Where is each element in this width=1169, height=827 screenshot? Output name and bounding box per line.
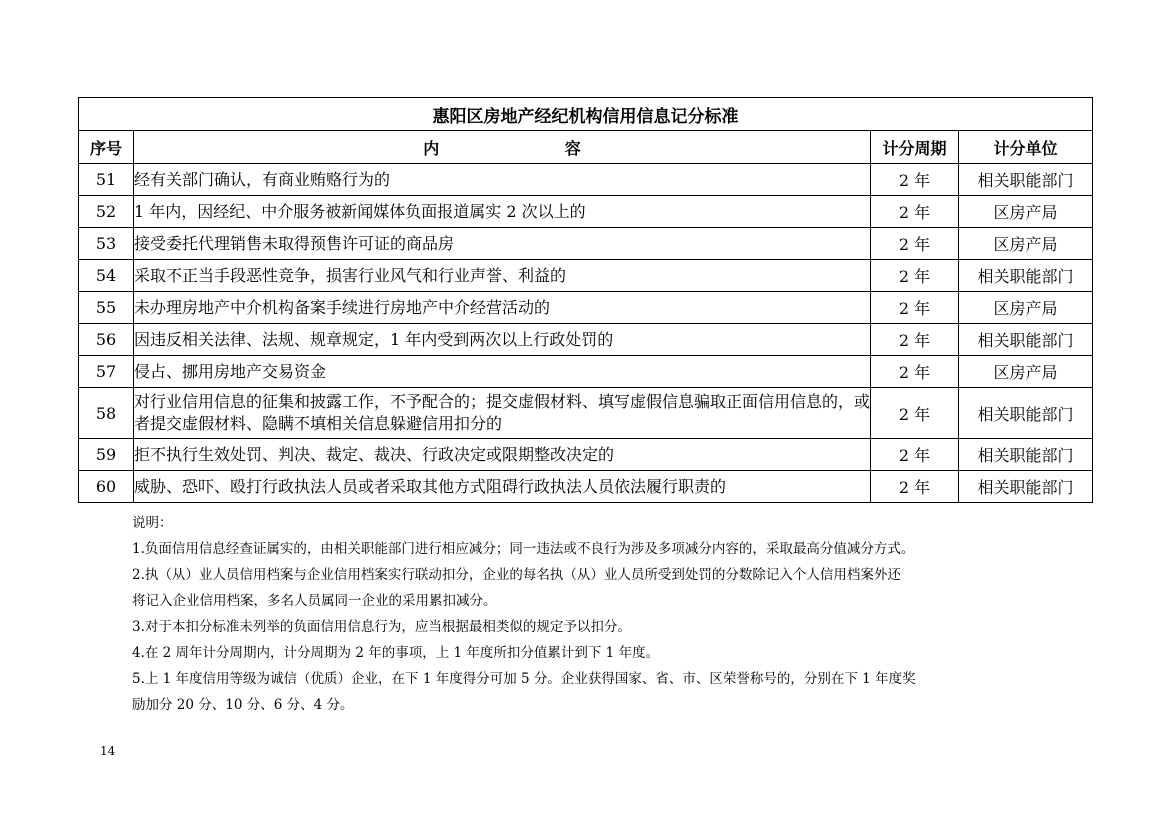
row-number: 51: [79, 164, 134, 196]
note-line: 励加分 20 分、10 分、6 分、4 分。: [132, 697, 354, 713]
note-line: 3.对于本扣分标准未列举的负面信用信息行为，应当根据最相类似的规定予以扣分。: [132, 619, 631, 635]
notes-heading: 说明：: [132, 515, 173, 531]
row-period: 2 年: [871, 260, 959, 292]
row-number: 60: [79, 471, 134, 503]
page-number: 14: [100, 744, 116, 758]
row-content: 因违反相关法律、法规、规章规定，1 年内受到两次以上行政处罚的: [134, 324, 871, 356]
row-unit: 区房产局: [959, 356, 1093, 388]
row-unit: 区房产局: [959, 196, 1093, 228]
note-line: 2.执（从）业人员信用档案与企业信用档案实行联动扣分，企业的每名执（从）业人员所受到处罚的分数除记入个人信用档案外还: [132, 567, 901, 583]
row-period: 2 年: [871, 388, 959, 439]
row-number: 54: [79, 260, 134, 292]
table-row: [79, 260, 1093, 292]
row-number: 59: [79, 439, 134, 471]
table-row: [79, 324, 1093, 356]
row-number: 58: [79, 388, 134, 439]
row-period: 2 年: [871, 439, 959, 471]
row-content: 1 年内，因经纪、中介服务被新闻媒体负面报道属实 2 次以上的: [134, 196, 871, 228]
table-row: [79, 164, 1093, 196]
table-row: [79, 356, 1093, 388]
row-content: 经有关部门确认，有商业贿赂行为的: [134, 164, 871, 196]
row-number: 56: [79, 324, 134, 356]
header-content: 内 容: [134, 131, 871, 164]
row-period: 2 年: [871, 228, 959, 260]
row-content: 对行业信用信息的征集和披露工作，不予配合的；提交虚假材料、填写虚假信息骗取正面信用信息的，或者提交虚假材料、隐瞒不填相关信息躲避信用扣分的: [134, 388, 871, 439]
table-row: [79, 228, 1093, 260]
row-number: 52: [79, 196, 134, 228]
table-row: [79, 196, 1093, 228]
row-number: 57: [79, 356, 134, 388]
credit-score-table: [78, 97, 1093, 503]
row-unit: 相关职能部门: [959, 324, 1093, 356]
row-unit: 相关职能部门: [959, 260, 1093, 292]
row-period: 2 年: [871, 471, 959, 503]
row-unit: 相关职能部门: [959, 164, 1093, 196]
note-line: 5.上 1 年度信用等级为诚信（优质）企业，在下 1 年度得分可加 5 分。企业获得国家、省、市、区荣誉称号的，分别在下 1 年度奖: [132, 671, 916, 687]
note-line: 1.负面信用信息经查证属实的，由相关职能部门进行相应减分；同一违法或不良行为涉及多项减分内容的，采取最高分值减分方式。: [132, 541, 915, 557]
row-period: 2 年: [871, 356, 959, 388]
table-title: 惠阳区房地产经纪机构信用信息记分标准: [79, 98, 1093, 131]
row-content: 未办理房地产中介机构备案手续进行房地产中介经营活动的: [134, 292, 871, 324]
row-unit: 相关职能部门: [959, 471, 1093, 503]
row-period: 2 年: [871, 292, 959, 324]
table-row: [79, 292, 1093, 324]
row-content: 侵占、挪用房地产交易资金: [134, 356, 871, 388]
row-unit: 区房产局: [959, 228, 1093, 260]
table-row: [79, 439, 1093, 471]
header-no: 序号: [79, 131, 134, 164]
table-row: [79, 471, 1093, 503]
row-unit: 区房产局: [959, 292, 1093, 324]
row-content: 拒不执行生效处罚、判决、裁定、裁决、行政决定或限期整改决定的: [134, 439, 871, 471]
row-unit: 相关职能部门: [959, 388, 1093, 439]
row-content: 采取不正当手段恶性竞争，损害行业风气和行业声誉、利益的: [134, 260, 871, 292]
row-number: 53: [79, 228, 134, 260]
row-unit: 相关职能部门: [959, 439, 1093, 471]
header-unit: 计分单位: [959, 131, 1093, 164]
row-content: 威胁、恐吓、殴打行政执法人员或者采取其他方式阻碍行政执法人员依法履行职责的: [134, 471, 871, 503]
row-period: 2 年: [871, 164, 959, 196]
row-period: 2 年: [871, 196, 959, 228]
row-content: 接受委托代理销售未取得预售许可证的商品房: [134, 228, 871, 260]
row-period: 2 年: [871, 324, 959, 356]
row-number: 55: [79, 292, 134, 324]
header-period: 计分周期: [871, 131, 959, 164]
table-row: [79, 388, 1093, 439]
note-line: 将记入企业信用档案，多名人员属同一企业的采用累扣减分。: [132, 593, 497, 609]
notes-section: [132, 510, 1072, 718]
note-line: 4.在 2 周年计分周期内，计分周期为 2 年的事项，上 1 年度所扣分值累计到下 1 年度。: [132, 645, 660, 661]
